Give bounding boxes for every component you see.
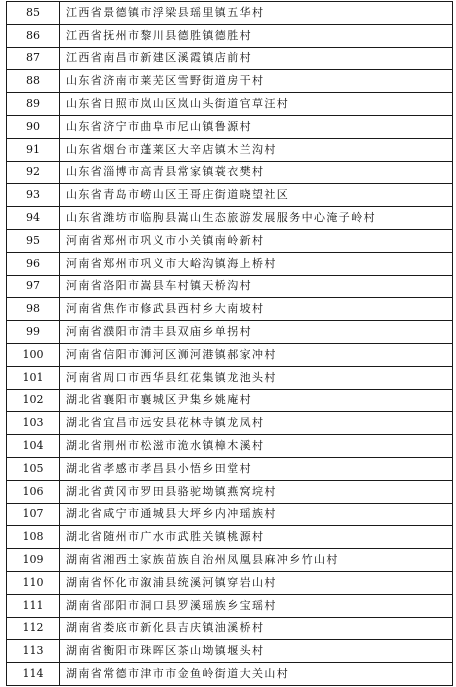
row-number: 106: [7, 480, 60, 503]
table-row: [7, 594, 453, 617]
table-row: [7, 2, 453, 25]
row-number: 114: [7, 663, 60, 686]
village-name: 湖北省荆州市松滋市洈水镇樟木溪村: [60, 435, 453, 458]
village-name: 湖南省邵阳市洞口县罗溪瑶族乡宝瑶村: [60, 594, 453, 617]
row-number: 107: [7, 503, 60, 526]
table-row: [7, 47, 453, 70]
row-number: 96: [7, 252, 60, 275]
table-row: [7, 321, 453, 344]
table-row: [7, 571, 453, 594]
row-number: 86: [7, 24, 60, 47]
table-row: [7, 480, 453, 503]
table-row: [7, 389, 453, 412]
row-number: 98: [7, 298, 60, 321]
row-number: 100: [7, 343, 60, 366]
village-name: 湖北省襄阳市襄城区尹集乡姚庵村: [60, 389, 453, 412]
row-number: 110: [7, 571, 60, 594]
village-list-table-container: [6, 1, 452, 686]
village-name: 湖北省随州市广水市武胜关镇桃源村: [60, 526, 453, 549]
village-name: 江西省抚州市黎川县德胜镇德胜村: [60, 24, 453, 47]
table-row: [7, 549, 453, 572]
row-number: 97: [7, 275, 60, 298]
row-number: 85: [7, 2, 60, 25]
table-row: [7, 138, 453, 161]
village-name: 山东省济宁市曲阜市尼山镇鲁源村: [60, 115, 453, 138]
row-number: 99: [7, 321, 60, 344]
row-number: 103: [7, 412, 60, 435]
row-number: 91: [7, 138, 60, 161]
row-number: 101: [7, 366, 60, 389]
village-name: 湖南省娄底市新化县吉庆镇油溪桥村: [60, 617, 453, 640]
village-name: 湖北省宜昌市远安县花林寺镇龙凤村: [60, 412, 453, 435]
village-name: 山东省青岛市崂山区王哥庄街道晓望社区: [60, 184, 453, 207]
table-row: [7, 115, 453, 138]
table-row: [7, 275, 453, 298]
row-number: 90: [7, 115, 60, 138]
table-row: [7, 663, 453, 686]
village-name: 山东省淄博市高青县常家镇蓑衣樊村: [60, 161, 453, 184]
row-number: 111: [7, 594, 60, 617]
row-number: 102: [7, 389, 60, 412]
row-number: 92: [7, 161, 60, 184]
table-row: [7, 298, 453, 321]
table-row: [7, 526, 453, 549]
village-name: 湖南省衡阳市珠晖区茶山坳镇堰头村: [60, 640, 453, 663]
village-list-table: [6, 1, 453, 686]
row-number: 113: [7, 640, 60, 663]
village-name: 河南省洛阳市嵩县车村镇天桥沟村: [60, 275, 453, 298]
row-number: 109: [7, 549, 60, 572]
table-row: [7, 366, 453, 389]
village-name: 河南省信阳市浉河区浉河港镇郝家冲村: [60, 343, 453, 366]
village-name: 山东省济南市莱芜区雪野街道房干村: [60, 70, 453, 93]
table-row: [7, 161, 453, 184]
village-name: 湖北省孝感市孝昌县小悟乡田堂村: [60, 457, 453, 480]
village-name: 湖南省湘西土家族苗族自治州凤凰县麻冲乡竹山村: [60, 549, 453, 572]
village-name: 河南省焦作市修武县西村乡大南坡村: [60, 298, 453, 321]
village-name: 河南省濮阳市清丰县双庙乡单拐村: [60, 321, 453, 344]
village-name: 河南省周口市西华县红花集镇龙池头村: [60, 366, 453, 389]
table-body: [7, 2, 453, 686]
table-row: [7, 207, 453, 230]
table-row: [7, 435, 453, 458]
row-number: 104: [7, 435, 60, 458]
table-row: [7, 412, 453, 435]
village-name: 山东省潍坊市临朐县嵩山生态旅游发展服务中心淹子岭村: [60, 207, 453, 230]
table-row: [7, 503, 453, 526]
table-row: [7, 184, 453, 207]
village-name: 河南省郑州市巩义市小关镇南岭新村: [60, 229, 453, 252]
row-number: 112: [7, 617, 60, 640]
table-row: [7, 93, 453, 116]
table-row: [7, 229, 453, 252]
table-row: [7, 252, 453, 275]
village-name: 湖南省常德市津市市金鱼岭街道大关山村: [60, 663, 453, 686]
row-number: 88: [7, 70, 60, 93]
table-row: [7, 343, 453, 366]
village-name: 湖南省怀化市溆浦县统溪河镇穿岩山村: [60, 571, 453, 594]
table-row: [7, 457, 453, 480]
village-name: 江西省景德镇市浮梁县瑶里镇五华村: [60, 2, 453, 25]
row-number: 89: [7, 93, 60, 116]
village-name: 河南省郑州市巩义市大峪沟镇海上桥村: [60, 252, 453, 275]
village-name: 湖北省黄冈市罗田县骆驼坳镇燕窝垸村: [60, 480, 453, 503]
row-number: 105: [7, 457, 60, 480]
table-row: [7, 24, 453, 47]
village-name: 山东省烟台市蓬莱区大辛店镇木兰沟村: [60, 138, 453, 161]
row-number: 93: [7, 184, 60, 207]
row-number: 108: [7, 526, 60, 549]
row-number: 95: [7, 229, 60, 252]
village-name: 山东省日照市岚山区岚山头街道官草汪村: [60, 93, 453, 116]
table-row: [7, 640, 453, 663]
village-name: 江西省南昌市新建区溪霞镇店前村: [60, 47, 453, 70]
village-name: 湖北省咸宁市通城县大坪乡内冲瑶族村: [60, 503, 453, 526]
table-row: [7, 70, 453, 93]
row-number: 87: [7, 47, 60, 70]
row-number: 94: [7, 207, 60, 230]
table-row: [7, 617, 453, 640]
